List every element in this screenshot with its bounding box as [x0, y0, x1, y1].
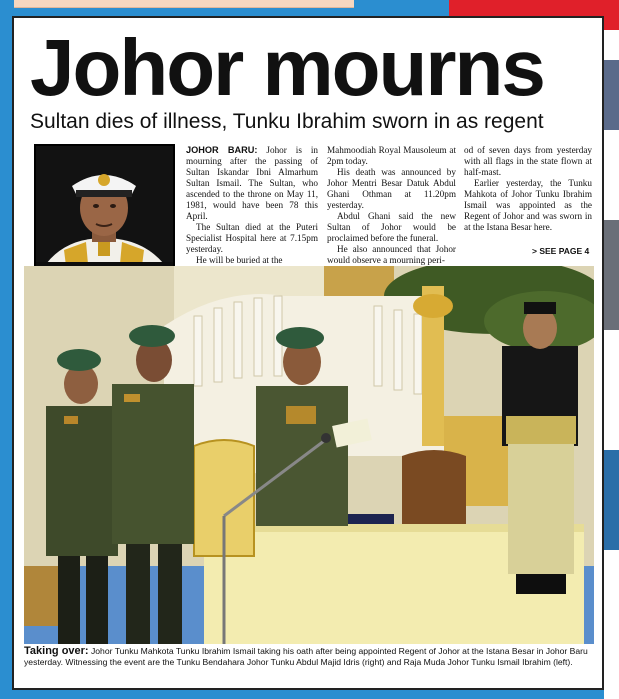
ceremony-photo: [24, 266, 594, 644]
caption-text: Johor Tunku Mahkota Tunku Ibrahim Ismail taking his oath after being appointed Regent of Johor at the Istana Besar in Johor Baru yesterday. Witnessing the event are the Tunku Bendahara Johor Tunku Abdul Majid Idris (right) and Raja Muda Johor Tunku Ismail Ibrahim (left).: [24, 646, 588, 667]
article-column-3: [464, 145, 592, 233]
next-page-photo: [604, 450, 619, 550]
paragraph: od of seven days from yesterday with all flags in the state flown at half-mast.: [464, 145, 592, 177]
top-strip: [0, 0, 619, 16]
see-page-link[interactable]: > SEE PAGE 4: [532, 246, 590, 256]
main-photo: [24, 266, 594, 644]
article-column-2: [327, 145, 456, 266]
paragraph-text: Johor is in mourning after the passing of Sultan Iskandar Ibni Almarhum Sultan Ismail. The Sultan, who ascended to the throne on May 11, 1981, would have been 78 this April.: [186, 145, 318, 221]
next-page-photo: [604, 60, 619, 130]
next-page-edge: [604, 30, 619, 699]
headline: Johor mourns: [30, 23, 544, 112]
previous-page-edge: [14, 0, 354, 8]
next-page-photo: [604, 220, 619, 330]
paragraph: [186, 145, 318, 222]
subheadline: Sultan dies of illness, Tunku Ibrahim sworn in as regent: [30, 110, 544, 133]
paragraph: The Sultan died at the Puteri Specialist Hospital here at 7.15pm yesterday.: [186, 222, 318, 254]
paragraph: Earlier yesterday, the Tunku Mahkota of Johor Tunku Ibrahim Ismail was appointed as the Regent of Johor and was sworn in at the Istana Besar here.: [464, 178, 592, 232]
photo-caption: [24, 646, 594, 667]
paragraph: His death was announced by Johor Mentri Besar Datuk Abdul Ghani Othman at 11.20pm yesterday.: [327, 167, 456, 210]
caption-lead: Taking over:: [24, 645, 89, 657]
paragraph: Abdul Ghani said the new Sultan of Johor would be proclaimed before the funeral.: [327, 211, 456, 243]
article-column-1: [186, 145, 318, 266]
paragraph: Mahmoodiah Royal Mausoleum at 2pm today.: [327, 145, 456, 166]
paragraph: He will be buried at the: [196, 255, 283, 265]
newspaper-page: [12, 16, 604, 690]
dateline: JOHOR BARU:: [186, 145, 258, 155]
paragraph: He also announced that Johor would observe a mourning peri-: [327, 244, 456, 265]
